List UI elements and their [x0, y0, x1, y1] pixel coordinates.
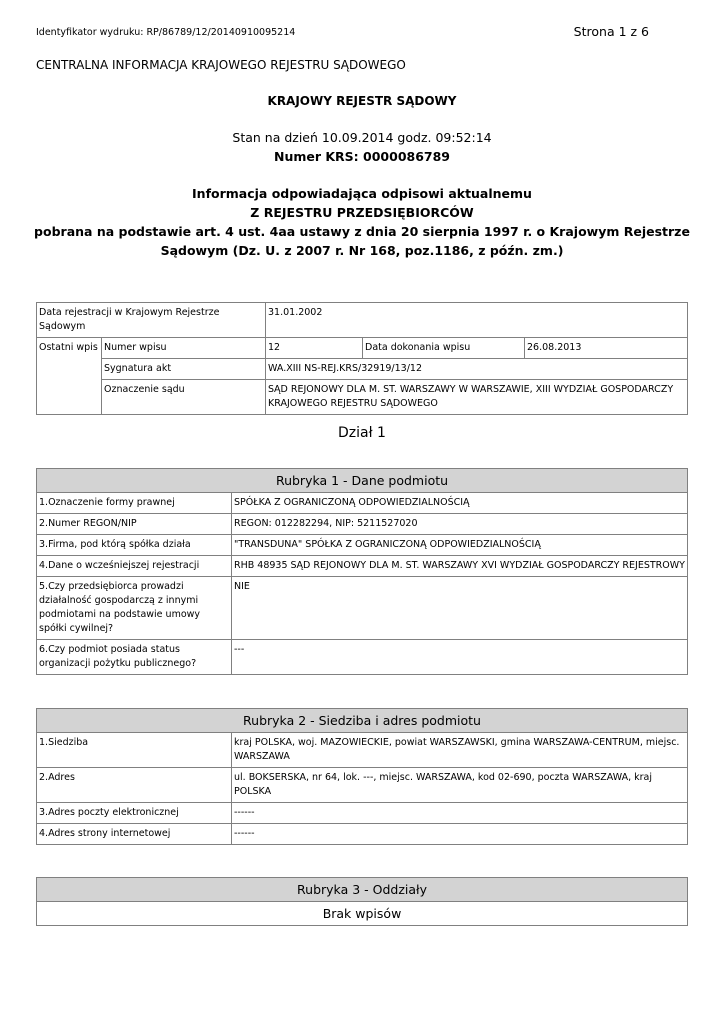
table-row — [37, 733, 688, 768]
rubryka-1-title: Rubryka 1 - Dane podmiotu — [37, 469, 688, 493]
row-value: RHB 48935 SĄD REJONOWY DLA M. ST. WARSZAWY XVI WYDZIAŁ GOSPODARCZY REJESTROWY — [232, 556, 688, 577]
row-label: 3.Firma, pod którą spółka działa — [37, 535, 232, 556]
rubryka-3-table — [36, 877, 688, 926]
row-label: 6.Czy podmiot posiada status organizacji pożytku publicznego? — [37, 640, 232, 675]
info-line-3: pobrana na podstawie art. 4 ust. 4aa ustawy z dnia 20 sierpnia 1997 r. o Krajowym Rejestrze — [34, 224, 690, 239]
court-label: Oznaczenie sądu — [102, 380, 266, 415]
table-row — [37, 338, 688, 359]
rubryka-3-title: Rubryka 3 - Oddziały — [37, 878, 688, 902]
entry-number-label: Numer wpisu — [102, 338, 266, 359]
rubryka-2-table — [36, 708, 688, 845]
row-value: ------ — [232, 824, 688, 845]
section-title: Dział 1 — [338, 425, 386, 441]
table-row — [37, 535, 688, 556]
rubryka-2-title: Rubryka 2 - Siedziba i adres podmiotu — [37, 709, 688, 733]
table-row — [37, 902, 688, 926]
row-value: ul. BOKSERSKA, nr 64, lok. ---, miejsc. WARSZAWA, kod 02-690, poczta WARSZAWA, kraj POLSKA — [232, 768, 688, 803]
row-label: 3.Adres poczty elektronicznej — [37, 803, 232, 824]
info-line-4: Sądowym (Dz. U. z 2007 r. Nr 168, poz.1186, z późn. zm.) — [160, 243, 564, 258]
table-row — [37, 824, 688, 845]
central-info-heading: CENTRALNA INFORMACJA KRAJOWEGO REJESTRU SĄDOWEGO — [36, 58, 406, 72]
krs-number: Numer KRS: 0000086789 — [273, 149, 451, 164]
row-value: kraj POLSKA, woj. MAZOWIECKIE, powiat WARSZAWSKI, gmina WARSZAWA-CENTRUM, miejsc. WARSZAWA — [232, 733, 688, 768]
row-label: 2.Numer REGON/NIP — [37, 514, 232, 535]
row-label: 5.Czy przedsiębiorca prowadzi działalność gospodarczą z innymi podmiotami na podstawie umowy spółki cywilnej? — [37, 577, 232, 640]
register-title: KRAJOWY REJESTR SĄDOWY — [267, 94, 457, 108]
print-identifier: Identyfikator wydruku: RP/86789/12/20140910095214 — [36, 27, 296, 38]
row-value: NIE — [232, 577, 688, 640]
row-value: "TRANSDUNA" SPÓŁKA Z OGRANICZONĄ ODPOWIEDZIALNOŚCIĄ — [232, 535, 688, 556]
state-date: Stan na dzień 10.09.2014 godz. 09:52:14 — [232, 130, 492, 145]
page-number: Strona 1 z 6 — [573, 24, 649, 39]
court-value: SĄD REJONOWY DLA M. ST. WARSZAWY W WARSZAWIE, XIII WYDZIAŁ GOSPODARCZY KRAJOWEGO REJESTRU SĄDOWEGO — [266, 380, 688, 415]
table-row — [37, 640, 688, 675]
registration-date-value: 31.01.2002 — [266, 303, 688, 338]
rubryka-1-table — [36, 468, 688, 675]
info-line-2: Z REJESTRU PRZEDSIĘBIORCÓW — [250, 205, 474, 220]
entry-date-value: 26.08.2013 — [525, 338, 688, 359]
row-label: 4.Dane o wcześniejszej rejestracji — [37, 556, 232, 577]
entry-date-label: Data dokonania wpisu — [363, 338, 525, 359]
row-value: --- — [232, 640, 688, 675]
row-label: 2.Adres — [37, 768, 232, 803]
last-entry-label: Ostatni wpis — [37, 338, 102, 415]
table-row — [37, 359, 688, 380]
table-row — [37, 803, 688, 824]
case-number-value: WA.XIII NS-REJ.KRS/32919/13/12 — [266, 359, 688, 380]
row-value: REGON: 012282294, NIP: 5211527020 — [232, 514, 688, 535]
case-number-label: Sygnatura akt — [102, 359, 266, 380]
table-row — [37, 514, 688, 535]
table-header-row — [37, 878, 688, 902]
table-header-row — [37, 709, 688, 733]
info-line-1: Informacja odpowiadająca odpisowi aktualnemu — [192, 186, 532, 201]
table-row — [37, 380, 688, 415]
table-row — [37, 303, 688, 338]
row-label: 4.Adres strony internetowej — [37, 824, 232, 845]
row-value: ------ — [232, 803, 688, 824]
table-row — [37, 768, 688, 803]
info-block — [0, 184, 724, 260]
row-value: SPÓŁKA Z OGRANICZONĄ ODPOWIEDZIALNOŚCIĄ — [232, 493, 688, 514]
row-label: 1.Siedziba — [37, 733, 232, 768]
registration-date-label: Data rejestracji w Krajowym Rejestrze Sądowym — [37, 303, 266, 338]
row-label: 1.Oznaczenie formy prawnej — [37, 493, 232, 514]
table-header-row — [37, 469, 688, 493]
entry-number-value: 12 — [266, 338, 363, 359]
table-row — [37, 493, 688, 514]
no-entries: Brak wpisów — [37, 902, 688, 926]
table-row — [37, 556, 688, 577]
registration-table — [36, 302, 688, 415]
table-row — [37, 577, 688, 640]
